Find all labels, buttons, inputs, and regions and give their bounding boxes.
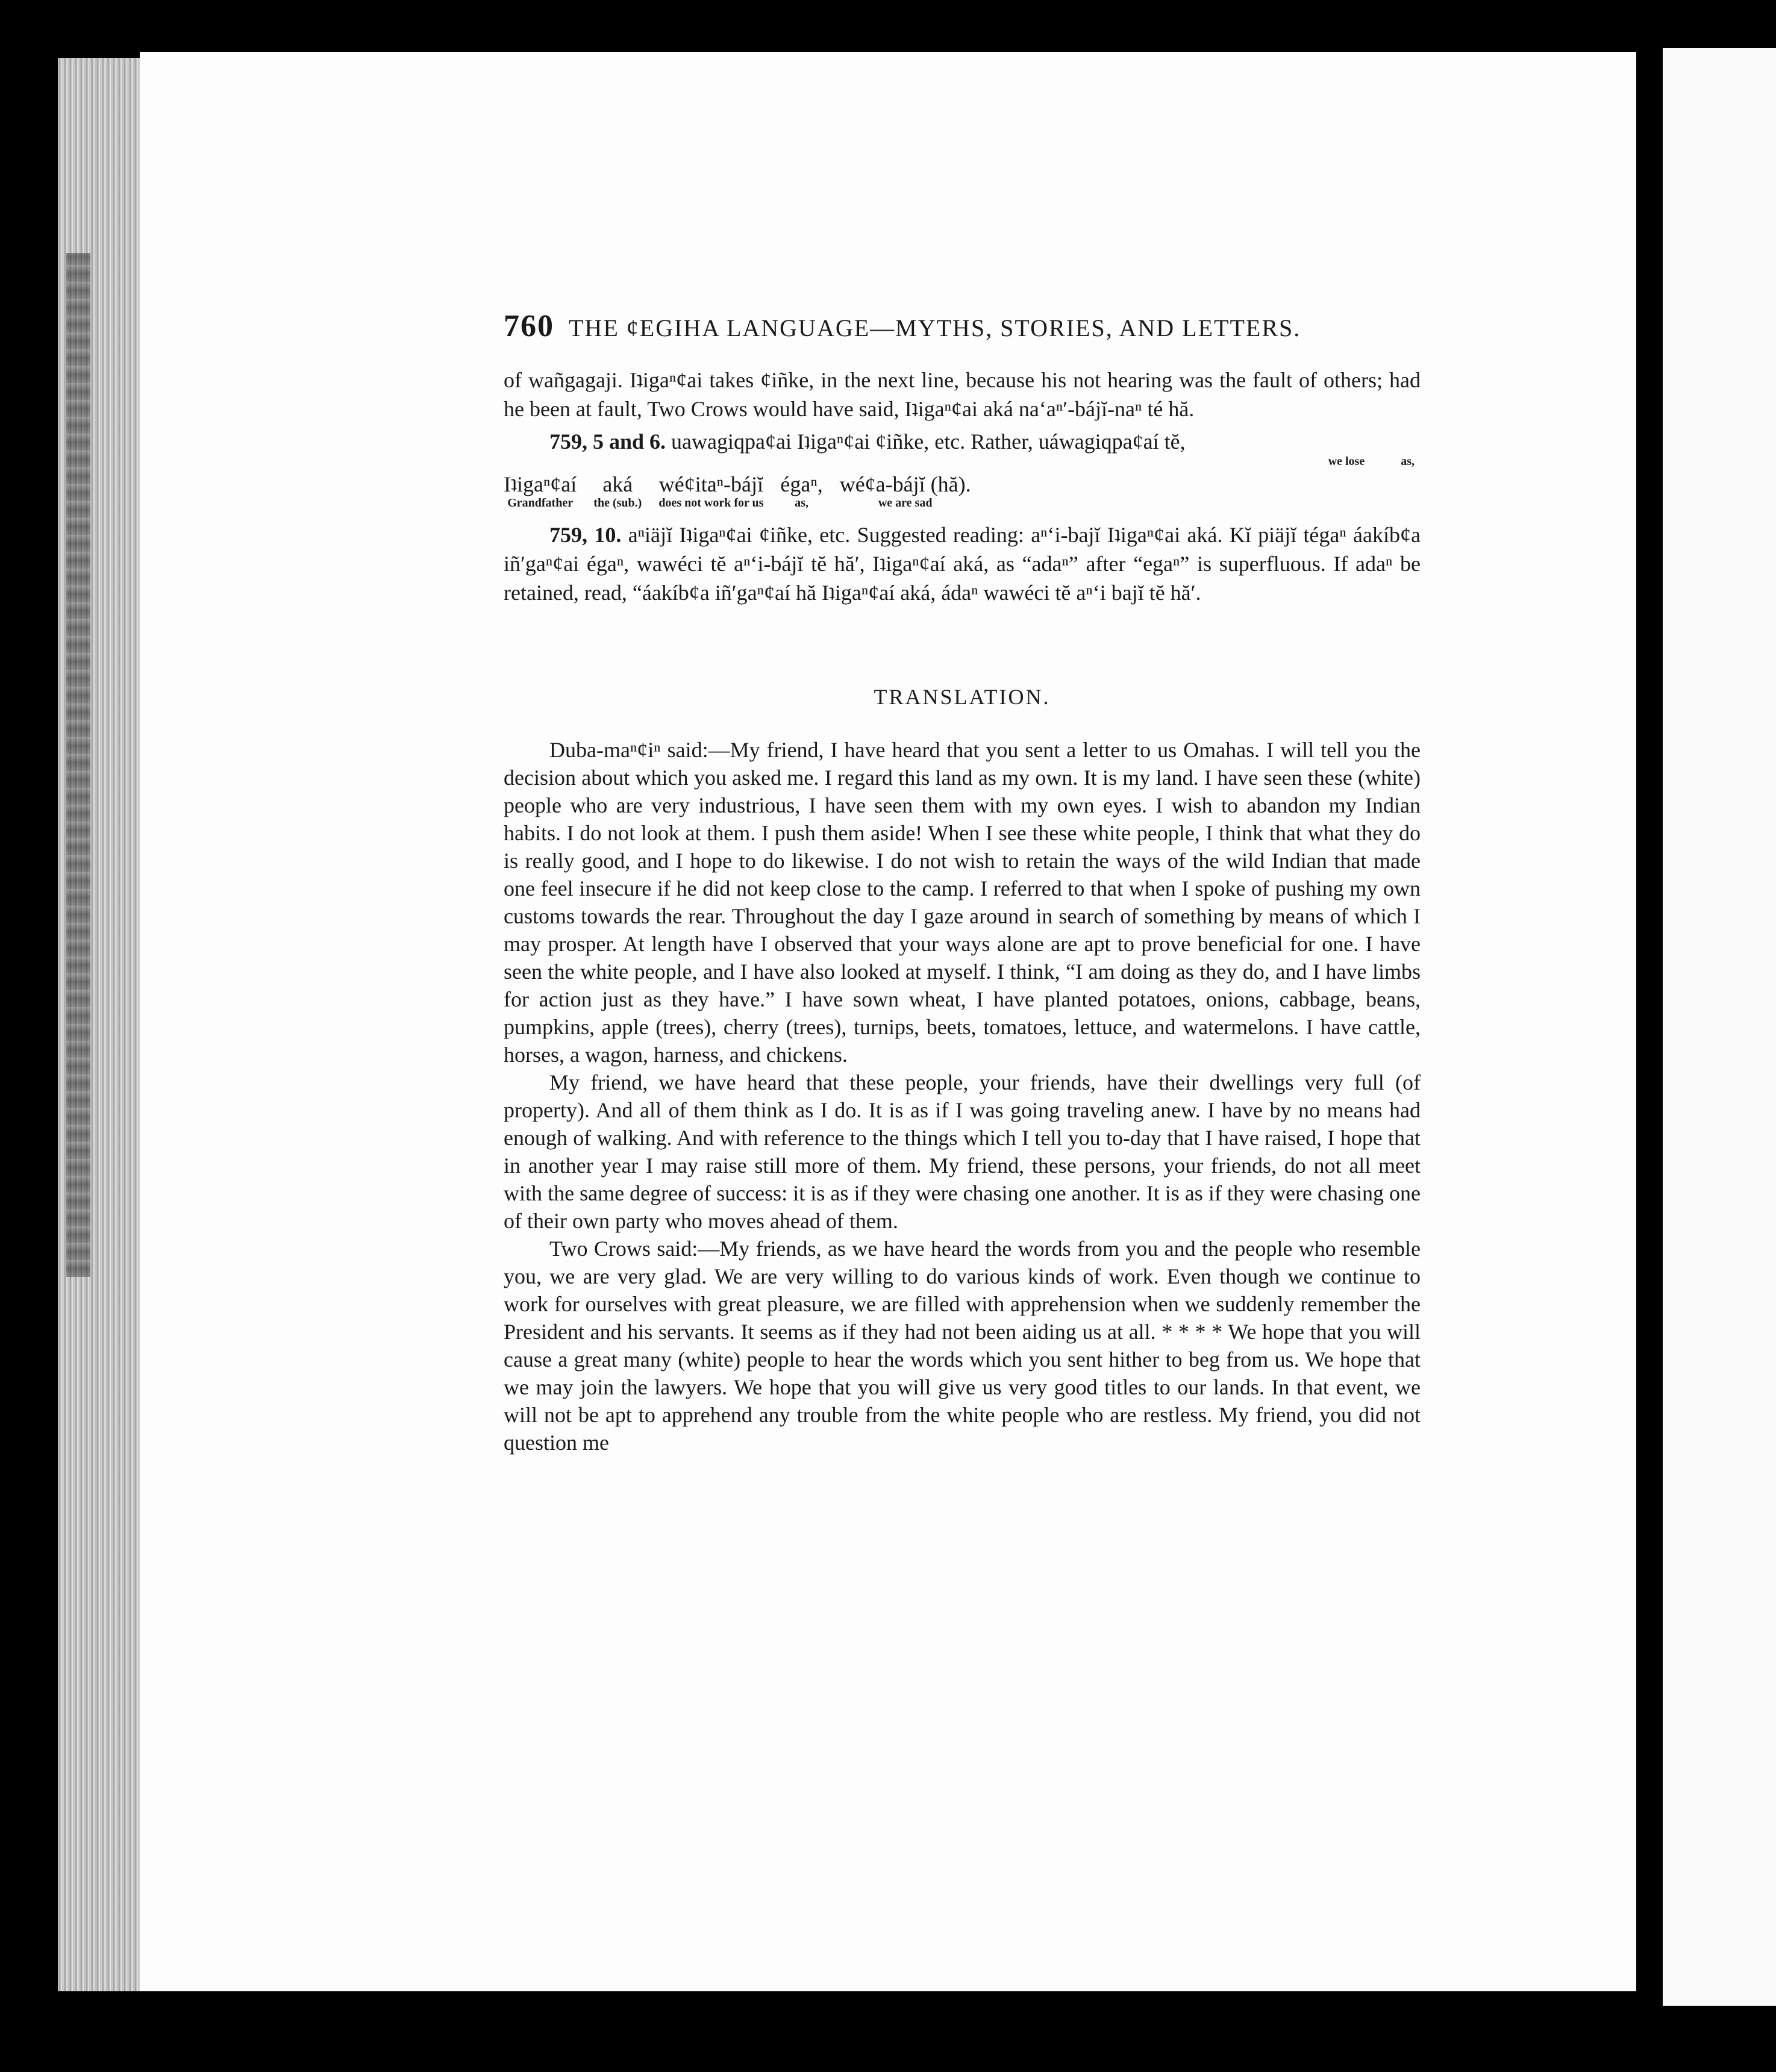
translation-paragraph: Duba-maⁿ¢iⁿ said:—My friend, I have heard that you sent a letter to us Omahas. I will tell you the decision about which you asked me. I regard this land as my own. It is my land. I have seen these (white) people who are very industrious, I have seen them with my own eyes. I wish to abandon my Indian habits. I do not look at them. I push them aside! When I see these white people, I think that what they do is really good, and I hope to do likewise. I do not wish to retain the ways of the wild Indian that made one feel insecure if he did not keep close to the camp. I referred to that when I spoke of pushing my own customs towards the rear. Throughout the day I gaze around in search of something by means of which I may prosper. At length have I observed that your ways alone are apt to prove beneficial for one. I have seen the white people, and I have also looked at myself. I think, “I am doing as they do, and I have limbs for action just as they have.” I have sown wheat, I have planted potatoes, onions, cabbage, beans, pumpkins, apple (trees), cherry (trees), turnips, beets, tomatoes, lettuce, and watermelons. I have cattle, horses, a wagon, harness, and chickens. (504, 738, 1421, 1067)
running-title: THE ¢EGIHA LANGUAGE—MYTHS, STORIES, AND LETTERS. (569, 314, 1301, 342)
note-paragraph: of wañgagaji. Iʇigaⁿ¢ai takes ¢iñke, in the next line, because his not hearing was the fault of others; had he been at fault, Two Crows would have said, Iʇigaⁿ¢ai aká naʻaⁿ′-bájĭ-naⁿ té hă. (504, 368, 1421, 421)
translation-paragraph: Two Crows said:—My friends, as we have heard the words from you and the people who resemble you, we are very glad. We are very willing to do various kinds of work. Even though we continue to work for ourselves with great pleasure, we are filled with apprehension when we suddenly remember the President and his servants. It seems as if they had not been aiding us at all. * * * * We hope that you will cause a great many (white) people to hear the words which you sent hither to beg from us. We hope that we may join the lawyers. We hope that you will give us very good titles to our lands. In that event, we will not be apt to apprehend any trouble from the white people who are restless. My friend, you did not question me (504, 1237, 1421, 1455)
translation-paragraph: My friend, we have heard that these people, your friends, have their dwellings very full (of property). And all of them think as I do. It is as if I was going traveling anew. I have by no means had enough of walking. And with reference to the things which I tell you to-day that I have raised, I hope that in another year I may raise still more of them. My friend, these persons, your friends, do not all meet with the same degree of success: it is as if they were chasing one another. It is as if they were chasing one of their own party who moves ahead of them. (504, 1070, 1421, 1233)
note-paragraph (504, 427, 1421, 456)
notes-section (504, 366, 1421, 607)
section-heading: TRANSLATION. (874, 685, 1051, 709)
gloss-word: égaⁿ, (780, 472, 823, 496)
gloss-translation: Grandfather (507, 496, 574, 510)
gloss-translation: as, (795, 496, 808, 510)
page-number: 760 (504, 309, 554, 343)
gloss-translation: we are sad (878, 496, 933, 510)
gloss-text: we lose (1328, 455, 1365, 468)
note-text: uawagiqpa¢ai Iʇigaⁿ¢ai ¢iñke, etc. Rather, uáwagiqpa¢aí tĕ, (671, 429, 1186, 454)
gloss-word: wé¢a-bájĭ (hă). (839, 472, 971, 496)
running-head (504, 308, 1421, 344)
gloss-pair (504, 472, 577, 510)
gloss-translation: does not work for us (658, 496, 764, 510)
gloss-word: Iʇigaⁿ¢aí (504, 472, 577, 496)
gloss-pair (780, 472, 822, 510)
gloss-text: as, (1401, 455, 1415, 468)
note-interlinear-gloss (504, 455, 1415, 469)
adjacent-page (1663, 48, 1776, 2006)
note-reference: 759, 10. (549, 523, 622, 547)
gloss-translation: the (sub.) (593, 496, 642, 510)
note-paragraph (504, 520, 1421, 607)
interlinear-gloss-line (504, 472, 1421, 510)
note-reference: 759, 5 and 6. (549, 429, 666, 454)
gloss-word: wé¢itaⁿ-bájĭ (658, 472, 763, 496)
page-content (504, 308, 1421, 1456)
book-spine-shadow (66, 253, 90, 1277)
gloss-pair (593, 472, 642, 510)
gloss-pair (658, 472, 763, 510)
gloss-word: aká (602, 472, 633, 496)
note-text: aⁿiäjĭ Iʇigaⁿ¢ai ¢iñke, etc. Suggested reading: aⁿʻi-bajĭ Iʇigaⁿ¢ai aká. Kĭ piäjĭ tégaⁿ áakíb¢a iñ′gaⁿ¢ai égaⁿ, wawéci tĕ aⁿʻi-bájĭ tĕ hă′, Iʇigaⁿ¢aí aká, as “adaⁿ” after “egaⁿ” is superfluous. If adaⁿ be retained, read, “áakíb¢a iñ′gaⁿ¢aí hă Iʇigaⁿ¢aí aká, ádaⁿ wawéci tĕ aⁿʻi bajĭ tĕ hă′. (504, 523, 1421, 605)
translation-section (504, 736, 1421, 1456)
gloss-pair (840, 472, 971, 510)
